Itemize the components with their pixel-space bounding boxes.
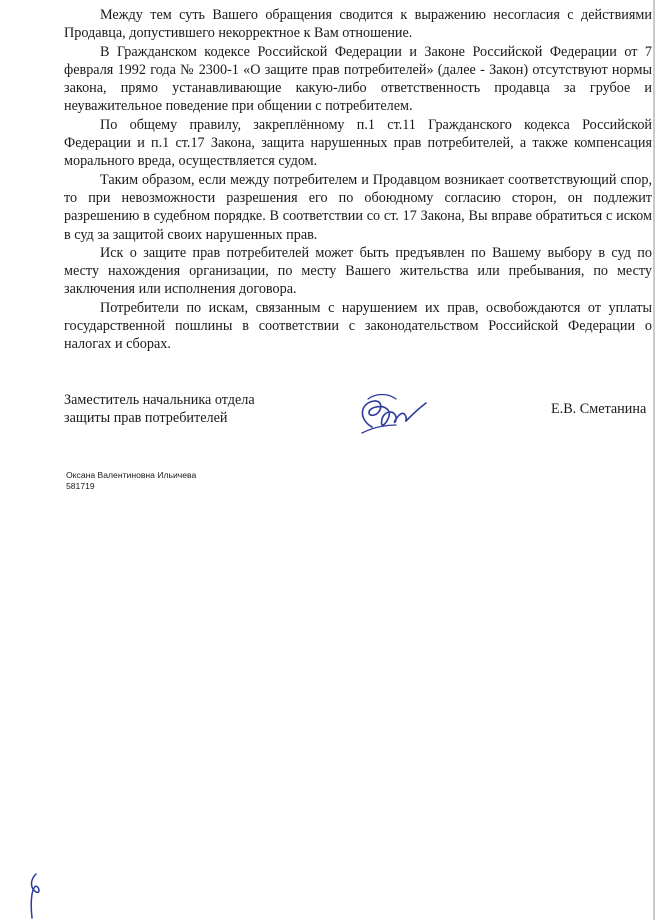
paragraph-3: По общему правилу, закреплённому п.1 ст.11 Гражданского кодекса Российской Федерации и п.1 ст.17 Закона, защита нарушенных прав потребителей, а также компенсация морального вреда, осуществляется судом.: [64, 116, 652, 170]
signoff-position: [64, 391, 255, 427]
handwritten-margin-mark: [24, 870, 54, 920]
signer-name: Е.В. Сметанина: [551, 401, 647, 417]
position-line-2: защиты прав потребителей: [64, 410, 228, 426]
paragraph-1: Между тем суть Вашего обращения сводится к выражению несогласия с действиями Продавца, допустившего некорректное к Вам отношение.: [64, 7, 652, 42]
paragraph-6: Потребители по искам, связанным с нарушением их прав, освобождаются от уплаты государственной пошлины в соответствии с законодательством Российской Федерации о налогах и сборах.: [64, 299, 652, 353]
position-line-1: Заместитель начальника отдела: [64, 392, 255, 408]
executor-name: Оксана Валентиновна Ильичева: [66, 470, 197, 480]
letter-body: [64, 6, 652, 354]
handwritten-signature: [352, 389, 438, 439]
paragraph-2: В Гражданском кодексе Российской Федерации и Законе Российской Федерации от 7 февраля 1992 года № 2300-1 «О защите прав потребителей» (далее - Закон) отсутствуют нормы закона, прямо устанавливающие какую-либо ответственность продавца за грубое и неуважительное поведение при общении с потребителем.: [64, 43, 652, 115]
paragraph-5: Иск о защите прав потребителей может быть предъявлен по Вашему выбору в суд по месту нахождения организации, по месту Вашего жительства или пребывания, по месту заключения или исполнения договора.: [64, 244, 652, 298]
executor-phone: 581719: [66, 481, 95, 491]
paragraph-4: Таким образом, если между потребителем и Продавцом возникает соответствующий спор, то при невозможности разрешения его по обоюдному согласию сторон, он подлежит разрешению в судебном порядке. В соответствии со ст. 17 Закона, Вы вправе обратиться с иском в суд за защитой своих нарушенных прав.: [64, 171, 652, 243]
executor-info: [66, 470, 196, 492]
